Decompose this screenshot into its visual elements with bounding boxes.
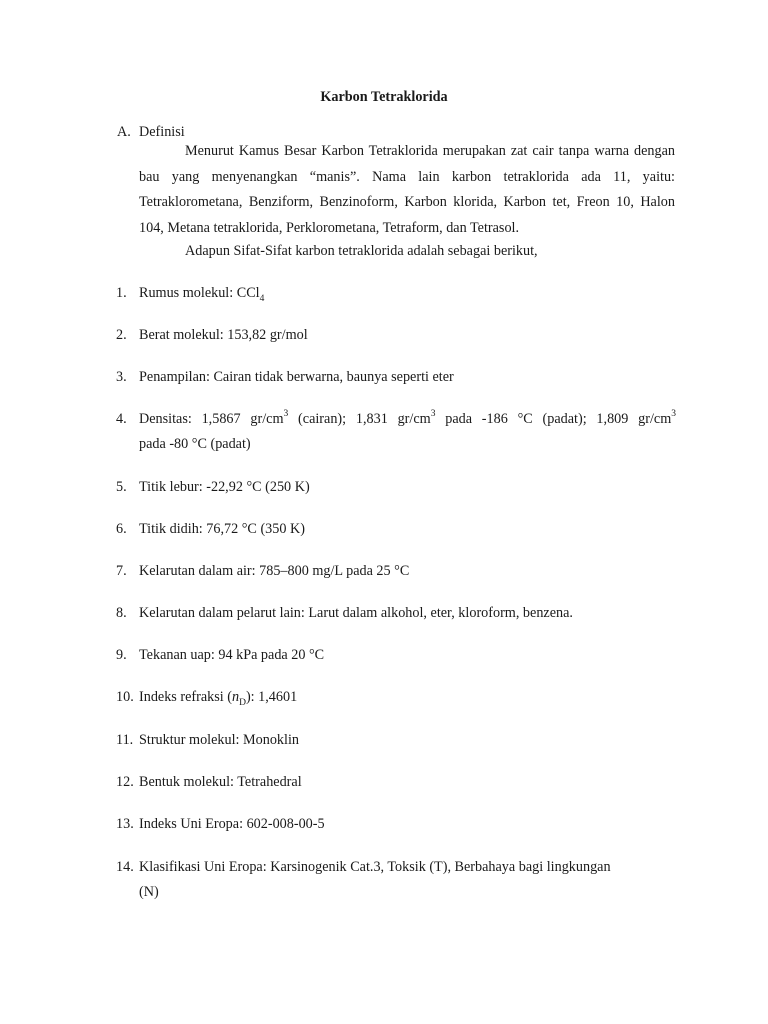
item-text: Struktur molekul: Monoklin — [139, 732, 300, 748]
item-text: Titik lebur: -22,92 °C (250 K) — [139, 479, 310, 495]
item-number: 12. — [116, 774, 134, 790]
item-number: 13. — [116, 816, 134, 832]
item-text: Berat molekul: 153,82 gr/mol — [139, 327, 308, 343]
item-number: 10. — [116, 689, 134, 705]
list-item — [116, 855, 676, 905]
item-text-continued: (N) — [139, 884, 159, 900]
list-item — [116, 559, 676, 584]
item-text: Klasifikasi Uni Eropa: Karsinogenik Cat.3, Toksik (T), Berbahaya bagi lingkungan — [139, 859, 611, 875]
list-item — [116, 728, 676, 753]
list-item — [116, 281, 676, 306]
item-text-continued: pada -80 °C (padat) — [139, 436, 251, 452]
list-item — [116, 407, 676, 457]
item-text: Titik didih: 76,72 °C (350 K) — [139, 521, 305, 537]
properties-intro — [139, 239, 675, 265]
list-item — [116, 323, 676, 348]
section-title: Definisi — [139, 124, 185, 140]
list-item — [116, 475, 676, 500]
item-text: Rumus molekul: CCl$_4$ — [139, 285, 265, 304]
list-item — [116, 685, 676, 710]
item-number: 5. — [116, 479, 127, 495]
list-item — [116, 643, 676, 668]
definition-paragraph — [139, 139, 675, 241]
item-text: Kelarutan dalam pelarut lain: Larut dalam alkohol, eter, kloroform, benzena. — [139, 605, 573, 621]
item-number: 14. — [116, 859, 134, 875]
list-item — [116, 812, 676, 837]
item-number: 1. — [116, 285, 127, 301]
item-text: Densitas: 1,5867 $gr/cm^3$ (cairan); 1,831 $gr/cm^3$ pada -186 °C (padat); 1,809 $gr/cm^3$ — [139, 409, 676, 427]
list-item — [116, 770, 676, 795]
item-text: Bentuk molekul: Tetrahedral — [139, 774, 302, 790]
list-item — [116, 517, 676, 542]
item-number: 4. — [116, 411, 127, 427]
item-number: 6. — [116, 521, 127, 537]
properties-intro-text: Adapun Sifat-Sifat karbon tetraklorida adalah sebagai berikut, — [185, 243, 538, 259]
item-number: 11. — [116, 732, 134, 748]
section-letter: A. — [117, 124, 131, 140]
page-title: Karbon Tetraklorida — [320, 89, 448, 105]
item-text: Indeks Uni Eropa: 602-008-00-5 — [139, 816, 325, 832]
item-text: Indeks refraksi $(n_D)$: 1,4601 — [139, 689, 298, 708]
item-text: Tekanan uap: 94 kPa pada 20 °C — [139, 647, 325, 663]
item-text: Penampilan: Cairan tidak berwarna, baunya seperti eter — [139, 369, 454, 385]
item-number: 8. — [116, 605, 127, 621]
item-number: 9. — [116, 647, 127, 663]
item-text: Kelarutan dalam air: 785–800 mg/L pada 25 °C — [139, 563, 410, 579]
list-item — [116, 365, 676, 390]
list-item — [116, 601, 676, 626]
item-number: 2. — [116, 327, 127, 343]
item-number: 7. — [116, 563, 127, 579]
item-number: 3. — [116, 369, 127, 385]
definition-text: Menurut Kamus Besar Karbon Tetraklorida merupakan zat cair tanpa warna dengan bau yang menyenangkan “manis”. Nama lain karbon tetraklorida ada 11, yaitu: Tetraklorometana, Benziform, Benzinoform, Karbon klorida, Karbon tet, Freon 10, Halon 104, Metana tetraklorida, Perklorometana, Tetraform, dan Tetrasol. — [139, 143, 675, 236]
